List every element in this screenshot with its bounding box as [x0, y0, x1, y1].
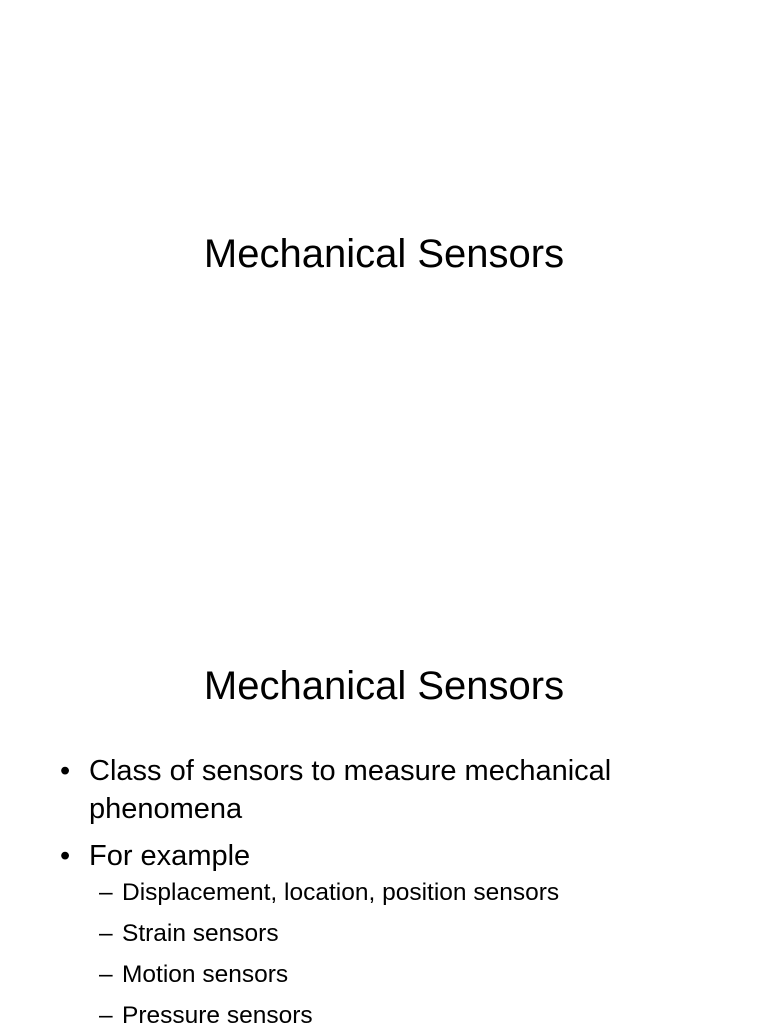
- sub-bullet-list: [89, 878, 710, 1024]
- sub-bullet-text: Strain sensors: [122, 920, 279, 947]
- bullet-item: [60, 752, 710, 828]
- bullet-text: Class of sensors to measure mechanical phenomena: [89, 755, 612, 825]
- bullet-item: [60, 837, 710, 1024]
- dash-marker: –: [99, 1002, 113, 1024]
- sub-bullet-item: [99, 960, 710, 990]
- slide-1-title: Mechanical Sensors: [203, 232, 565, 276]
- sub-bullet-text: Motion sensors: [122, 961, 289, 988]
- dash-marker: –: [99, 920, 113, 947]
- dash-marker: –: [99, 961, 113, 988]
- bullet-marker: •: [60, 755, 71, 787]
- sub-bullet-text: Displacement, location, position sensors: [122, 879, 560, 906]
- sub-bullet-item: [99, 878, 710, 908]
- bullet-marker: •: [60, 840, 71, 872]
- bullet-list: [60, 752, 710, 1024]
- slide-2-title: Mechanical Sensors: [203, 664, 565, 708]
- slide-1: [0, 0, 768, 432]
- sub-bullet-item: [99, 1001, 710, 1024]
- dash-marker: –: [99, 879, 113, 906]
- sub-bullet-item: [99, 919, 710, 949]
- bullet-text: For example: [89, 840, 251, 872]
- sub-bullet-text: Pressure sensors: [122, 1002, 313, 1024]
- slide-2: [0, 432, 768, 1024]
